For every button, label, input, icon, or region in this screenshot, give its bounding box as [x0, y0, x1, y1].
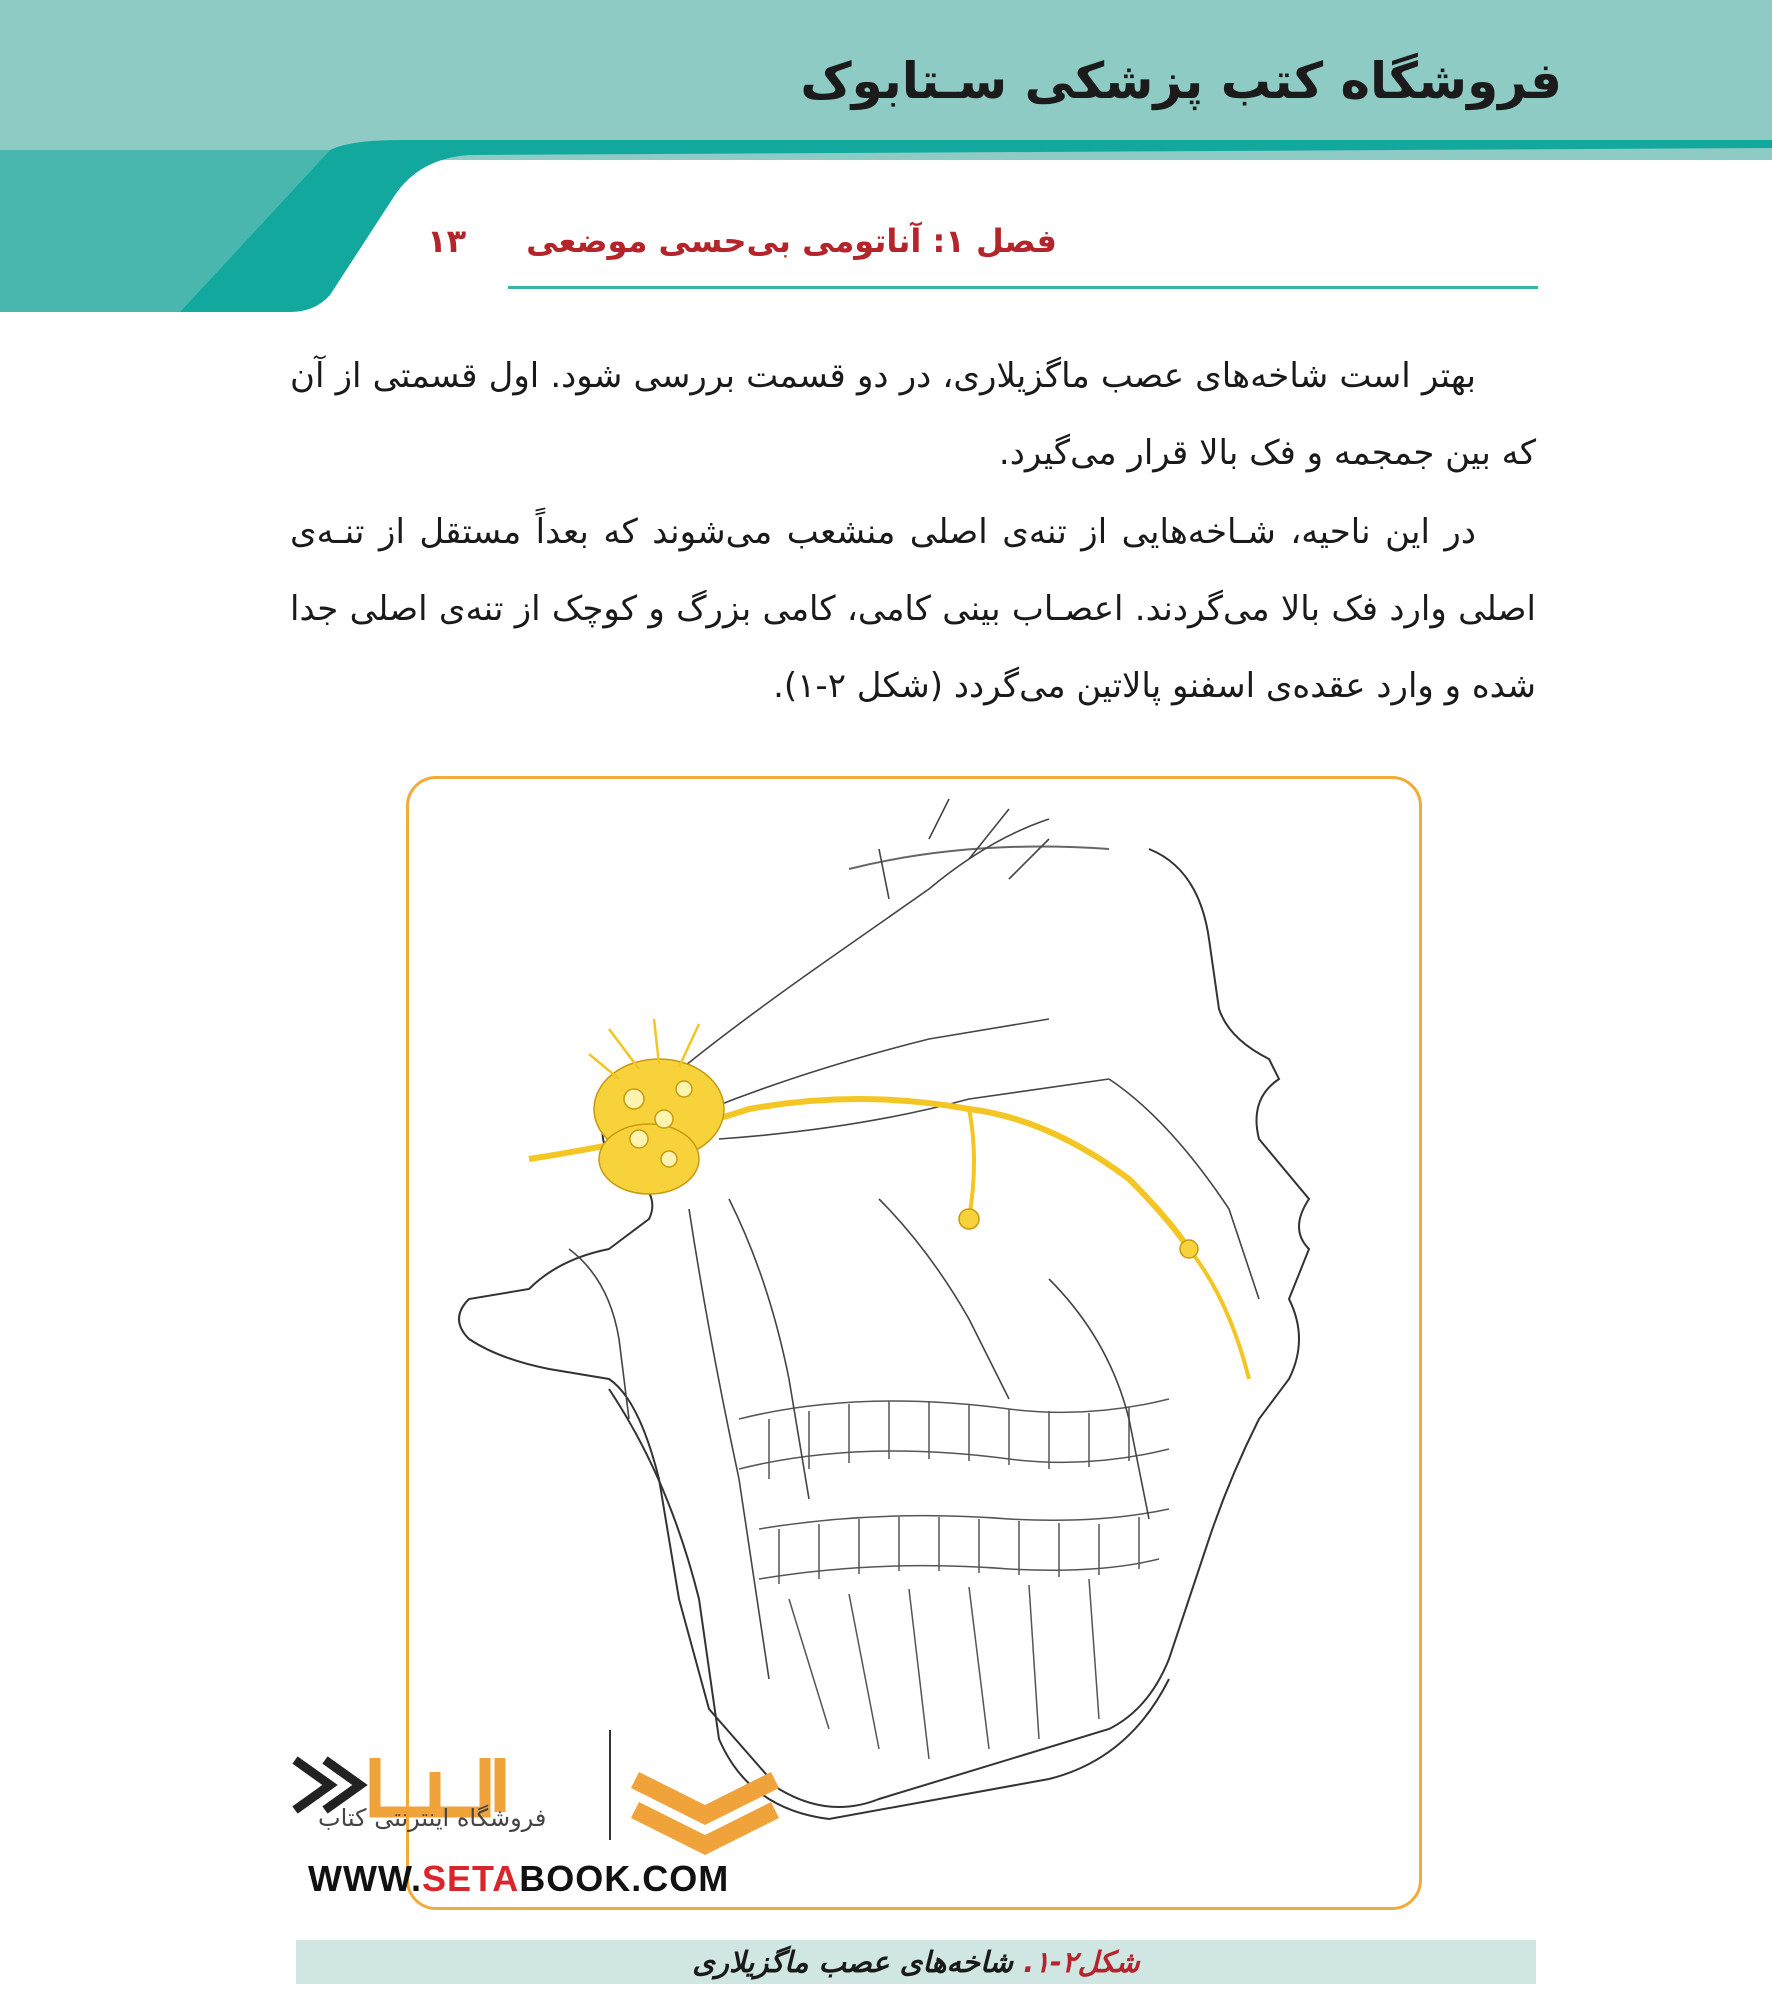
chapter-header [427, 222, 1057, 260]
page-number: ۱۳ [427, 222, 467, 260]
watermark-url: WWW.SETABOOK.COM [308, 1858, 730, 1899]
header-shape [0, 0, 1772, 330]
caption-number: شکل۲-۱. [1023, 1945, 1140, 1979]
paragraph-1: بهتر است شاخه‌های عصب ماگزیلاری، در دو قسمت بررسی شود. اول قسمتی از آن که بین جمجمه و فک بالا قرار می‌گیرد. [290, 356, 1536, 473]
caption-text: شاخه‌های عصب ماگزیلاری [692, 1945, 1024, 1979]
watermark-subtitle: فروشگاه اینترنتی کتاب [318, 1804, 547, 1832]
chapter-title: فصل ۱: آناتومی بی‌حسی موضعی [526, 222, 1057, 260]
paragraph-2: در این ناحیه، شـاخه‌هایی از تنه‌ی اصلی منشعب می‌شوند که بعداً مستقل از تنـه‌ی اصلی وارد فک بالا می‌گردند. اعصـاب بینی کامی، کامی بزرگ و کوچک از تنه‌ی اصلی جدا شده و وارد عقده‌ی اسفنو پالاتین می‌گردد (شکل ۲-۱). [290, 512, 1536, 706]
store-title: فروشگاه کتب پزشکی سـتابوک [800, 52, 1562, 110]
header-rule [508, 286, 1538, 289]
figure-caption [296, 1940, 1536, 1984]
